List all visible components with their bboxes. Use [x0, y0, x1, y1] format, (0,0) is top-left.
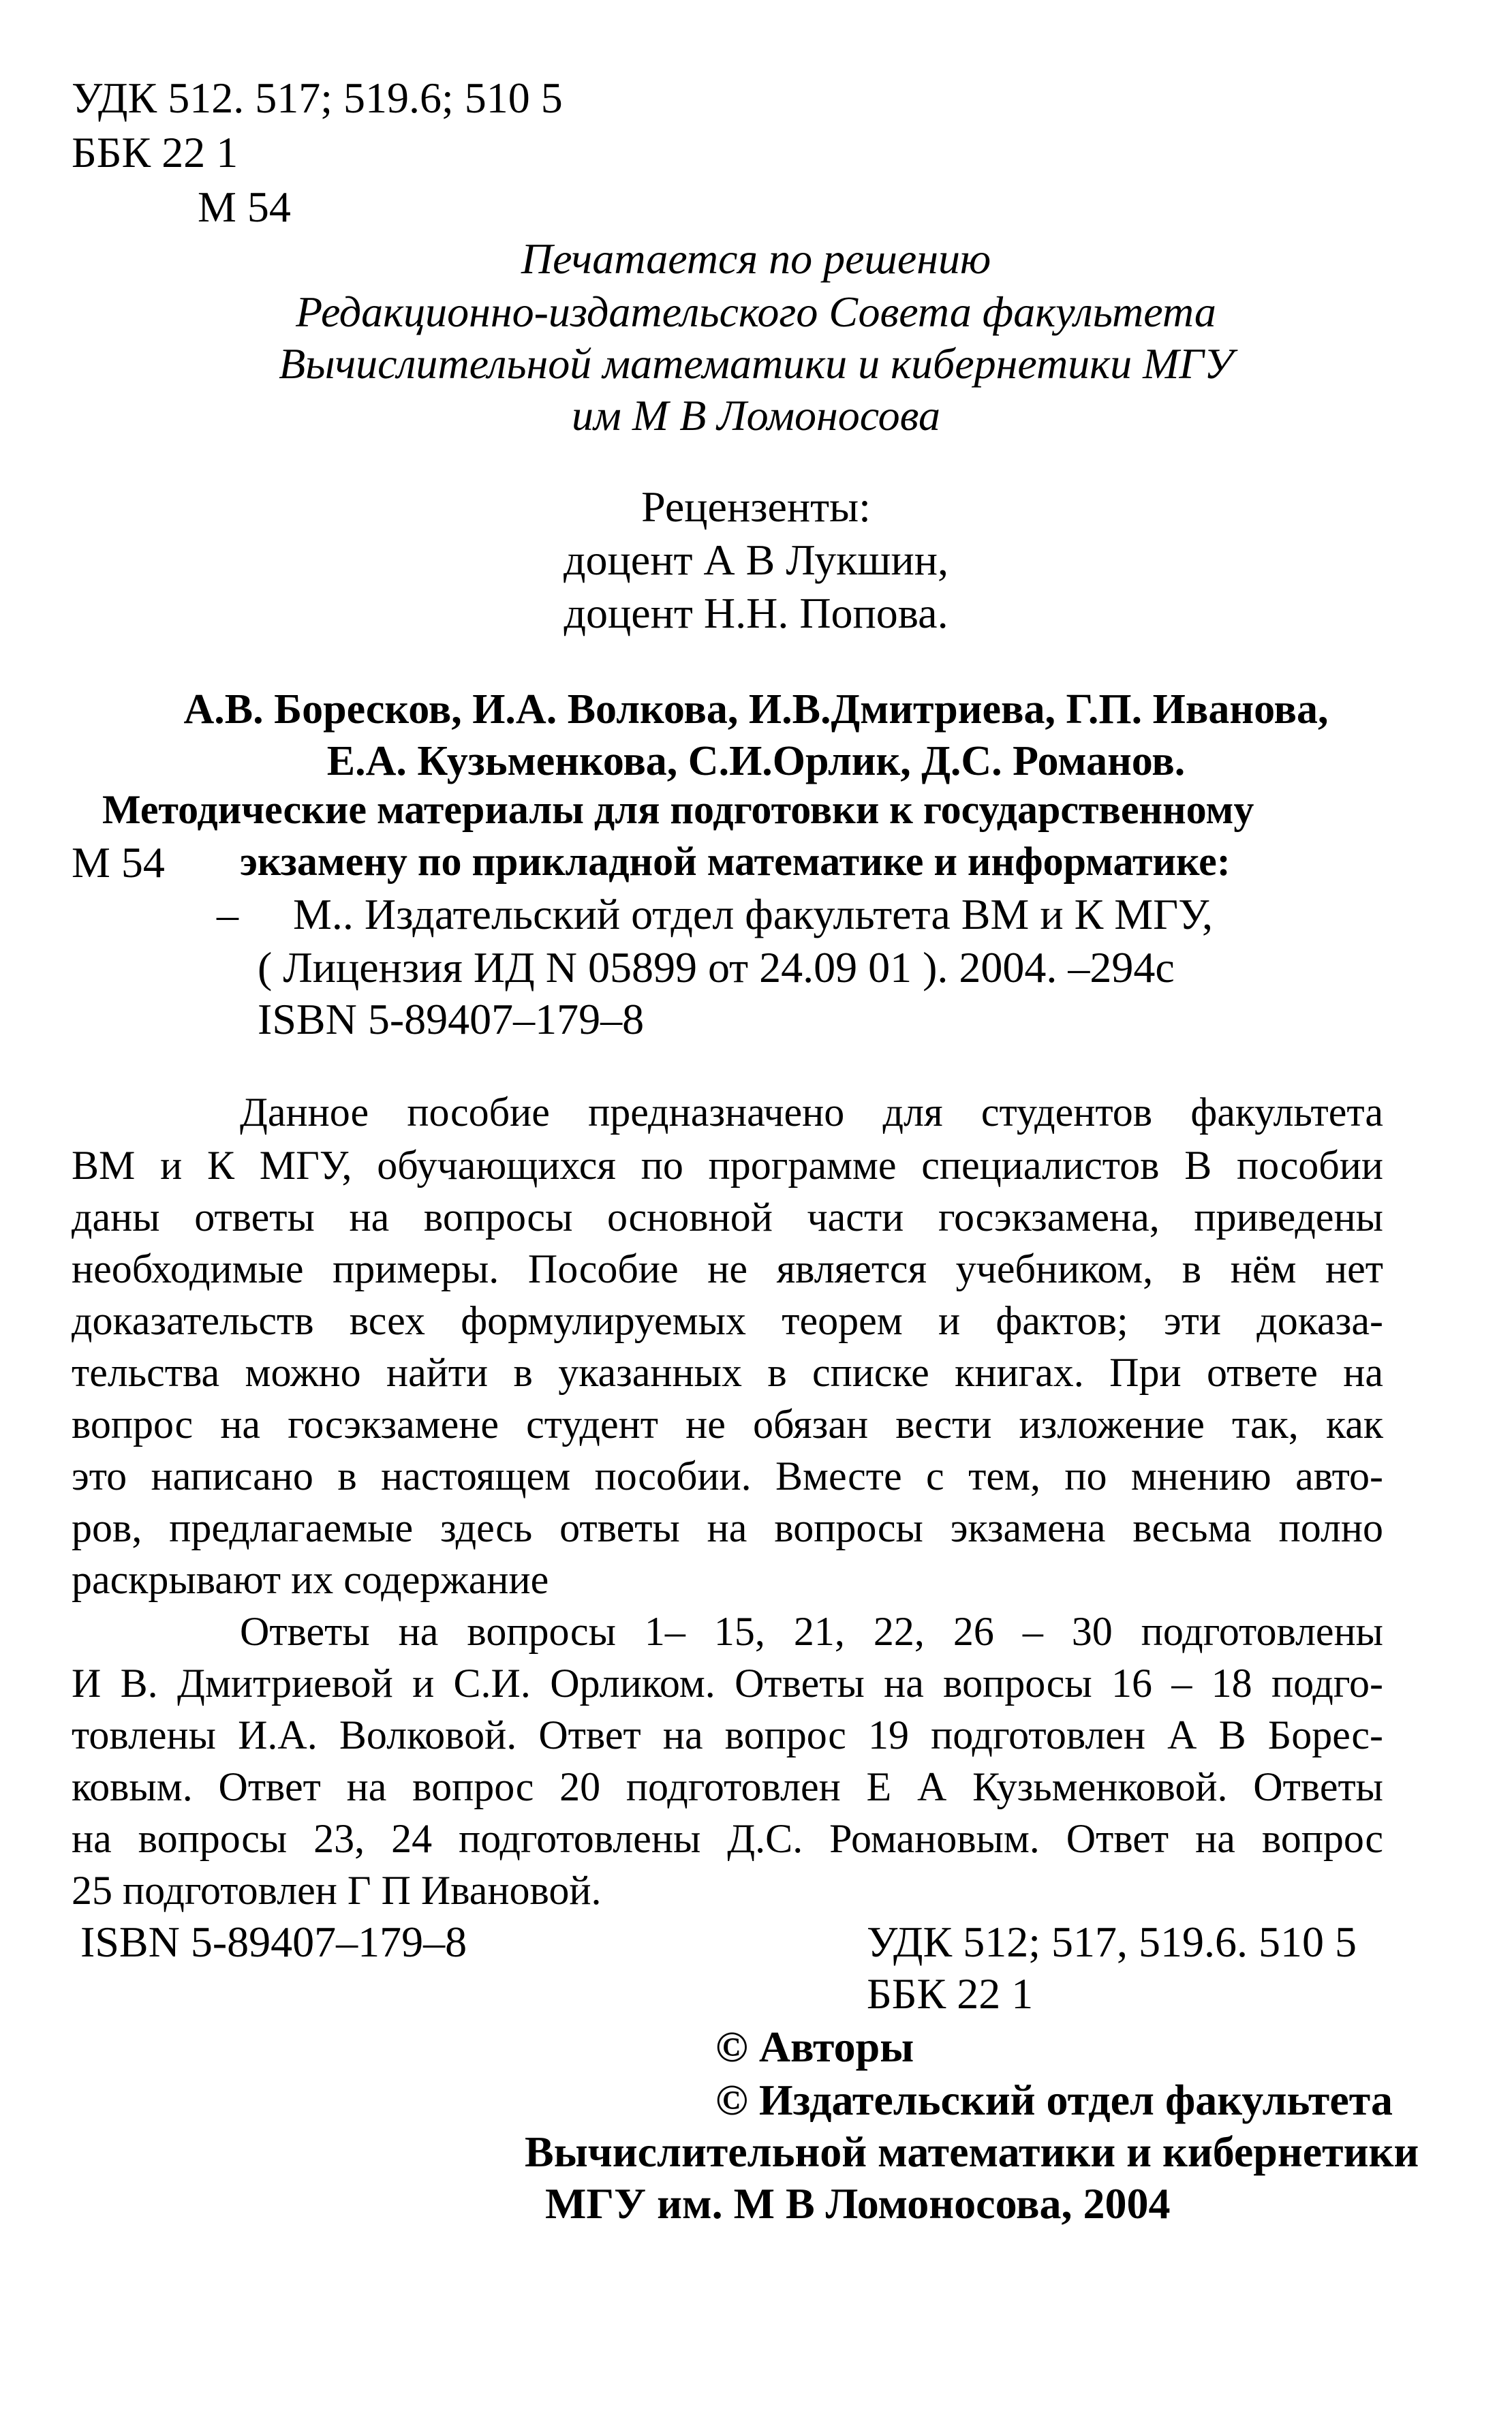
decision-line: Печатается по решению [521, 234, 991, 283]
license-line: ( Лицензия ИД N 05899 от 24.09 01 ). 2004. –294с [258, 943, 1175, 992]
annotation-line: даны ответы на вопросы основной части госэкзамена, приведены [72, 1195, 1383, 1240]
bbk-code: ББК 22 1 [72, 128, 238, 176]
publisher-line: М.. Издательский отдел факультета ВМ и К МГУ, [293, 890, 1214, 938]
annotation-line: ВМ и К МГУ, обучающихся по программе специалистов В пособии [72, 1143, 1383, 1188]
isbn-line: ISBN 5-89407–179–8 [258, 995, 645, 1043]
annotation-line: необходимые примеры. Пособие не является учебником, в нём нет [72, 1246, 1383, 1291]
contributors-line: И В. Дмитриевой и С.И. Орликом. Ответы на вопросы 16 – 18 подго- [72, 1661, 1383, 1706]
annotation-line: это написано в настоящем пособии. Вместе с тем, по мнению авто- [72, 1454, 1383, 1499]
footer-bbk: ББК 22 1 [867, 1969, 1034, 2018]
annotation-line: вопрос на госэкзамене студент не обязан вести изложение так, как [72, 1402, 1383, 1447]
udk-code: УДК 512. 517; 519.6; 510 5 [72, 74, 563, 122]
book-title-line: Методические материалы для подготовки к государственному [102, 787, 1254, 832]
contributors-line: Ответы на вопросы 1– 15, 21, 22, 26 – 30 подготовлены [240, 1609, 1383, 1654]
reviewer-name: доцент А В Лукшин, [563, 536, 949, 584]
contributors-line: на вопросы 23, 24 подготовлены Д.С. Романовым. Ответ на вопрос [72, 1816, 1383, 1861]
reviewer-name: доцент Н.Н. Попова. [564, 589, 948, 637]
reviewers-heading: Рецензенты: [641, 482, 871, 531]
footer-udk: УДК 512; 517, 519.6. 510 5 [867, 1918, 1357, 1966]
decision-line: Вычислительной математики и кибернетики МГУ [279, 339, 1233, 388]
annotation-line: доказательств всех формулируемых теорем и фактов; эти доказа- [72, 1298, 1383, 1343]
contributors-line: 25 подготовлен Г П Ивановой. [72, 1868, 602, 1913]
copyright-publisher-line: Вычислительной математики и кибернетики [525, 2128, 1419, 2176]
annotation-line: тельства можно найти в указанных в списке книгах. При ответе на [72, 1350, 1383, 1395]
authors-line: Е.А. Кузьменкова, С.И.Орлик, Д.С. Романов. [326, 738, 1186, 784]
footer-isbn: ISBN 5-89407–179–8 [80, 1918, 467, 1966]
copyright-authors: © Авторы [715, 2023, 914, 2071]
annotation-line: ров, предлагаемые здесь ответы на вопросы экзамена весьма полно [72, 1505, 1383, 1550]
contributors-line: товлены И.А. Волковой. Ответ на вопрос 19 подготовлен А В Борес- [72, 1713, 1383, 1757]
decision-line: им М В Ломоносова [572, 391, 940, 440]
contributors-line: ковым. Ответ на вопрос 20 подготовлен Е А Кузьменковой. Ответы [72, 1764, 1383, 1809]
copyright-publisher-line: МГУ им. М В Ломоносова, 2004 [545, 2179, 1171, 2228]
annotation-line: Данное пособие предназначено для студентов факультета [240, 1090, 1383, 1135]
book-title-line: экзамену по прикладной математике и информатике: [240, 839, 1231, 884]
authors-line: А.В. Боресков, И.А. Волкова, И.В.Дмитриева, Г.П. Иванова, [183, 686, 1329, 733]
decision-line: Редакционно-издательского Совета факультета [296, 288, 1216, 336]
copyright-publisher: © Издательский отдел факультета [715, 2076, 1393, 2124]
bibliography-code: М 54 [72, 838, 165, 887]
annotation-line: раскрывают их содержание [72, 1557, 549, 1602]
author-mark-code: М 54 [198, 183, 291, 231]
dash-mark: – [217, 890, 238, 938]
